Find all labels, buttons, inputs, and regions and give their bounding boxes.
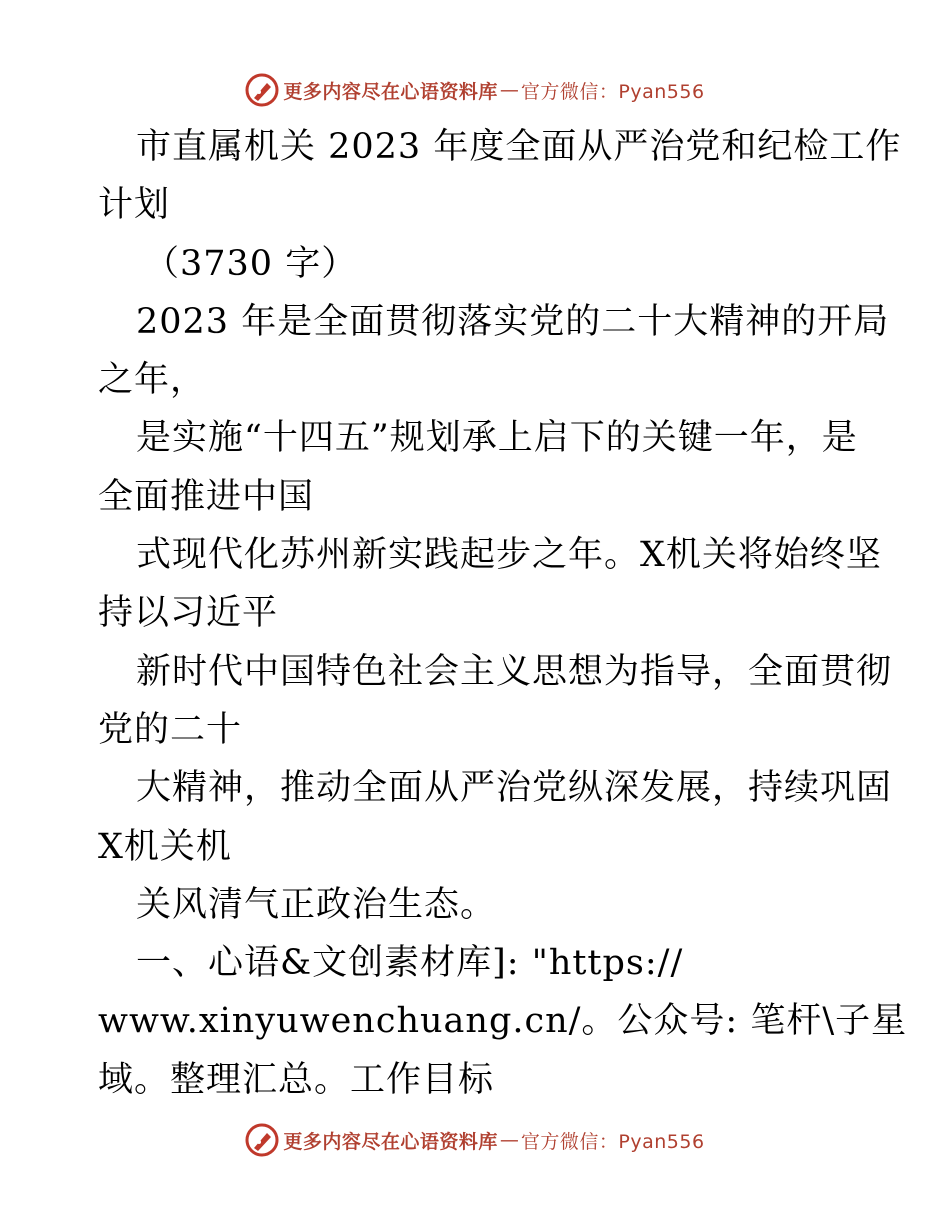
doc-line: 一、心语&文创素材库]: "https:// (136, 943, 684, 984)
doc-line: 持以习近平 (98, 593, 279, 634)
document-body (98, 118, 908, 1109)
pen-nib-logo-icon (245, 73, 279, 107)
doc-title-line-1: 市直属机关 2023 年度全面从严治党和纪检工作 (136, 127, 902, 167)
doc-line: 式现代化苏州新实践起步之年。X机关将始终坚 (136, 535, 882, 576)
word-count-line: （3730 字） (144, 243, 358, 284)
banner-right-text: 官方微信：Pyan556 (520, 80, 705, 103)
doc-line: 是实施“十四五”规划承上启下的关键一年，是 (136, 418, 858, 459)
doc-line: 域。整理汇总。工作目标 (98, 1059, 495, 1100)
doc-line: 之年， (98, 360, 207, 401)
footer-banner (0, 1120, 950, 1160)
doc-line: 关风清气正政治生态。 (136, 884, 497, 925)
doc-line: 大精神，推动全面从严治党纵深发展，持续巩固 (136, 768, 893, 809)
banner-separator: — (499, 79, 519, 101)
header-banner (0, 70, 950, 110)
banner-right-text: 官方微信：Pyan556 (520, 1130, 705, 1153)
doc-line: 党的二十 (98, 709, 243, 750)
doc-line: www.xinyuwenchuang.cn/。公众号: 笔杆\子星 (98, 1001, 908, 1042)
doc-line: X机关机 (98, 826, 232, 867)
doc-line: 新时代中国特色社会主义思想为指导，全面贯彻 (136, 651, 893, 692)
doc-line: 2023 年是全面贯彻落实党的二十大精神的开局 (136, 301, 890, 342)
doc-title-line-2: 计划 (98, 185, 171, 226)
banner-separator: — (499, 1129, 519, 1151)
doc-line: 全面推进中国 (98, 476, 315, 517)
banner-left-text: 更多内容尽在心语资料库 (283, 80, 498, 103)
pen-nib-logo-icon (245, 1123, 279, 1157)
banner-left-text: 更多内容尽在心语资料库 (283, 1130, 498, 1153)
